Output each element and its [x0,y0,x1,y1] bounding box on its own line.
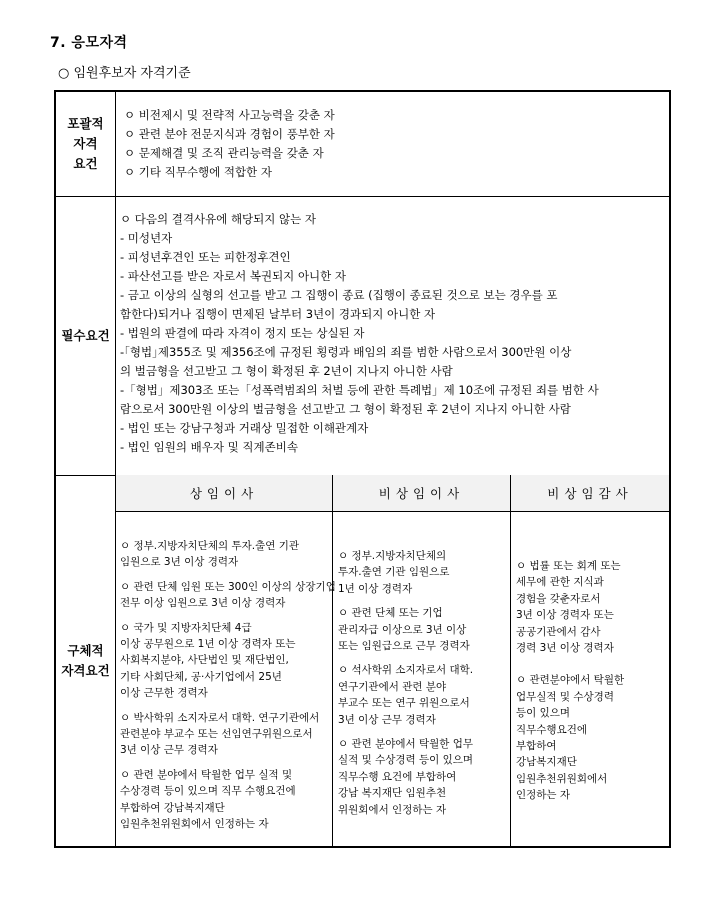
list-item: 직무수행 요건에 부합하여 [338,770,457,783]
list-item: 이상 공무원으로 1년 이상 경력자 또는 [120,638,296,651]
list-item: 등이 있으며 [516,707,571,720]
list-item: 또는 임원급으로 근무 경력자 [338,640,470,653]
mandatory-line: ㅇ 다음의 결격사유에 해당되지 않는 자 [120,212,317,226]
list-item: ㅇ 관련분야에서 탁월한 [516,674,625,687]
general-item: ㅇ 비전제시 및 전략적 사고능력을 갖춘 자 [124,108,335,122]
row-divider-1 [56,196,669,197]
list-item: 투자.출연 기관 임원으로 [338,566,450,579]
list-item: 인정하는 자 [516,789,571,802]
general-label-line: 자격 [73,136,98,151]
mandatory-label [56,196,115,475]
list-item: 관리자급 이상으로 3년 이상 [338,623,467,636]
header-divider [115,511,669,512]
list-item: ㅇ 관련 분야에서 탁월한 업무 실적 및 [120,768,293,781]
standing-director-items [120,538,336,833]
list-item: ㅇ 국가 및 지방자치단체 4급 [120,621,252,634]
list-item: 연구기관에서 관련 분야 [338,680,447,693]
nonstanding-auditor-items [516,558,624,804]
mandatory-line: - 법인 또는 강남구청과 거래상 밀접한 이해관계자 [120,421,369,435]
list-item: ㅇ 박사학위 소지자로서 대학. 연구기관에서 [120,711,320,724]
list-item: 3년 이상 근무 경력자 [338,713,436,726]
general-item: ㅇ 문제해결 및 조직 관리능력을 갖춘 자 [124,146,324,160]
mandatory-line: - 법인 임원의 배우자 및 직계존비속 [120,440,298,454]
column-divider-2 [510,475,511,846]
list-item: 실적 및 수상경력 등이 있으며 [338,754,474,767]
list-item: 3년 이상 경력자 또는 [516,609,614,622]
list-item: ㅇ 관련 단체 임원 또는 300인 이상의 상장기업 [120,580,336,593]
specific-label-line: 구체적 [67,642,104,658]
list-item: ㅇ 법률 또는 회계 또는 [516,560,621,572]
general-label-line: 요건 [73,156,98,171]
list-item: 1년 이상 경력자 [338,582,413,595]
general-item: ㅇ 기타 직무수행에 적합한 자 [124,165,272,179]
list-item: 위원회에서 인정하는 자 [338,803,447,816]
list-item: 관련분야 부교수 또는 선임연구위원으로서 [120,728,313,741]
mandatory-line: -「형법」제303조 또는「성폭력범죄의 처벌 등에 관한 특례법」제 10조에 규정된 죄를 범한 사 [120,383,599,397]
list-item: 사회복지분야, 사단법인 및 재단법인, [120,654,289,667]
list-item: 세무에 관한 지식과 [516,576,604,589]
list-item: 강남 복지재단 임원추천 [338,787,447,800]
list-item: 임원으로 3년 이상 경력자 [120,556,239,569]
mandatory-line: 람으로서 300만원 이상의 벌금형을 선고받고 그 형이 확정된 후 2년이 지나지 아니한 사람 [120,402,571,416]
nonstanding-director-items [338,548,473,818]
list-item: 부합하여 [516,740,557,753]
list-item: ㅇ 정부.지방자치단체의 투자.출연 기관 [120,540,299,552]
list-item: 임원추천위원회에서 인정하는 자 [120,818,269,831]
list-item: 이상 근무한 경력자 [120,687,208,700]
general-item: ㅇ 관련 분야 전문지식과 경험이 풍부한 자 [124,127,335,141]
mandatory-items [120,210,599,457]
list-item: 공공기관에서 감사 [516,625,601,638]
list-item: 3년 이상 근무 경력자 [120,744,218,757]
list-item: 전무 이상 임원으로 3년 이상 경력자 [120,597,286,610]
qualification-table [54,90,671,848]
list-item: 강남복지재단 [516,756,577,769]
column-header-nonstanding-auditor: 비상임감사 [511,475,669,511]
list-item: 수상경력 등이 있으며 직무 수행요건에 [120,785,296,798]
specific-label-line: 자격요건 [61,662,110,678]
subtitle: ○ 임원후보자 자격기준 [58,66,191,81]
general-items [124,106,335,182]
mandatory-line: - 파산선고를 받은 자로서 복권되지 아니한 자 [120,269,347,283]
specific-label [56,475,115,846]
list-item: ㅇ 관련 단체 또는 기업 [338,607,443,620]
list-item: 경력 3년 이상 경력자 [516,642,614,655]
list-item: 업무실적 및 수상경력 [516,690,614,703]
list-item: 경험을 갖춘자로서 [516,592,601,605]
mandatory-line: 함한다)되거나 집행이 면제된 날부터 3년이 경과되지 아니한 자 [120,307,436,321]
general-label-line: 포괄적 [67,116,104,131]
general-label [56,92,115,196]
label-column-divider [115,92,116,846]
list-item: 기타 사회단체, 공·사기업에서 25년 [120,670,282,683]
list-item: ㅇ 석사학위 소지자로서 대학. [338,664,474,677]
mandatory-line: - 피성년후견인 또는 피한정후견인 [120,250,291,264]
list-item: 부합하여 강남복지재단 [120,801,225,814]
mandatory-line: -｢형법｣제355조 및 제356조에 규정된 횡령과 배임의 죄를 범한 사람으로서 300만원 이상 [120,345,572,359]
mandatory-line: - 금고 이상의 실형의 선고를 받고 그 집행이 종료 (집행이 종료된 것으로 보는 경우를 포 [120,288,558,302]
list-item: 부교수 또는 연구 위원으로서 [338,697,470,710]
mandatory-line: - 미성년자 [120,231,173,245]
column-header-standing-director: 상임이사 [116,475,332,511]
list-item: 임원추천위원회에서 [516,772,608,785]
list-item: ㅇ 관련 분야에서 탁월한 업무 [338,738,474,751]
mandatory-line: 의 벌금형을 선고받고 그 형이 확정된 후 2년이 지나지 아니한 사람 [120,364,453,378]
list-item: ㅇ 정부.지방자치단체의 [338,550,447,562]
mandatory-label-text: 필수요건 [61,327,110,343]
column-header-nonstanding-director: 비상임이사 [333,475,510,511]
list-item: 직무수행요건에 [516,723,588,736]
section-title: 7. 응모자격 [50,35,128,51]
mandatory-line: - 법원의 판결에 따라 자격이 정지 또는 상실된 자 [120,326,365,340]
